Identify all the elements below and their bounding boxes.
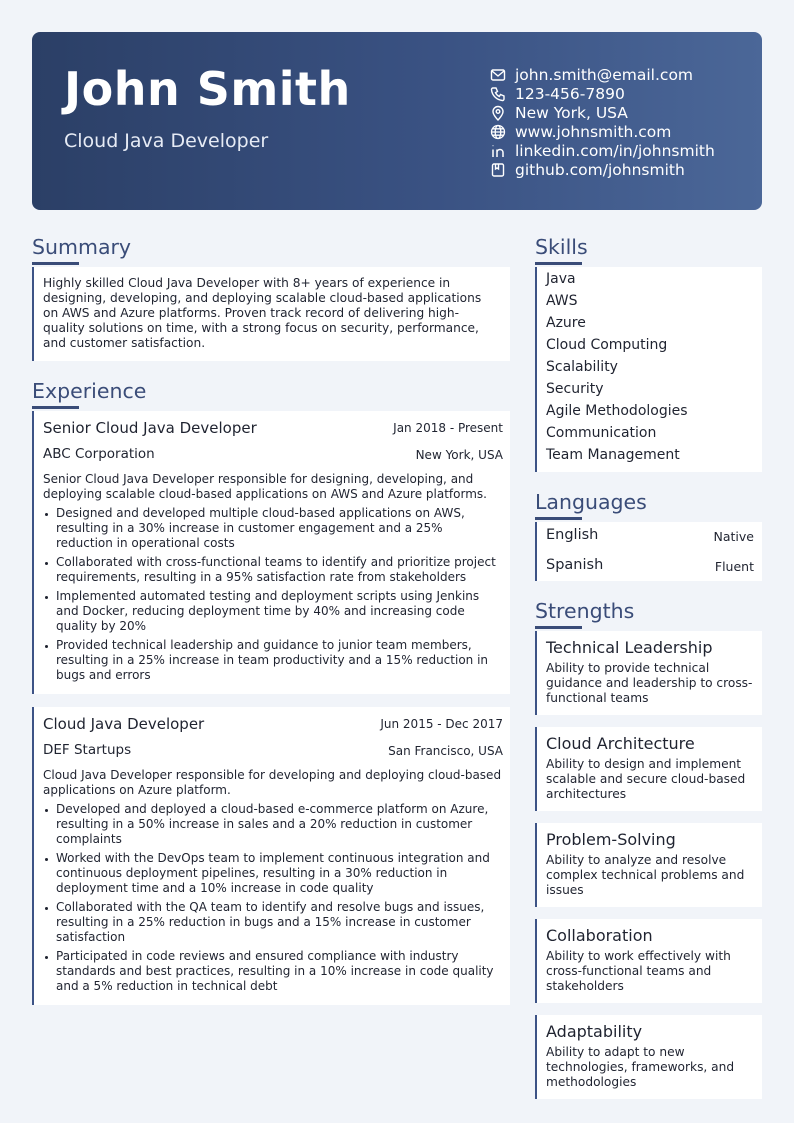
contact-website[interactable]: [490, 122, 715, 141]
job-location: San Francisco, USA: [388, 744, 503, 758]
skill-item: Team Management: [546, 447, 680, 463]
achievement-item: Collaborated with the QA team to identify and resolve bugs and issues, resulting in a 25% reduction in bugs and a 15% increase in customer satisfaction: [43, 900, 502, 945]
strength-title: Problem-Solving: [546, 830, 676, 849]
strength-title: Technical Leadership: [546, 638, 713, 657]
contact-email[interactable]: [490, 65, 715, 84]
experience-card: [32, 411, 510, 694]
skills-card: [535, 267, 762, 472]
achievement-item: Implemented automated testing and deployment scripts using Jenkins and Docker, reducing deployment time by 40% and increasing code quality by 20%: [43, 589, 502, 634]
achievement-item: Designed and developed multiple cloud-based applications on AWS, resulting in a 30% increase in customer engagement and a 25% reduction in operational costs: [43, 506, 502, 551]
job-title: Senior Cloud Java Developer: [43, 419, 257, 437]
job-achievements: [43, 802, 502, 998]
skill-item: Java: [546, 271, 576, 287]
skill-item: Cloud Computing: [546, 337, 668, 353]
candidate-role: Cloud Java Developer: [64, 130, 269, 152]
summary-card: [32, 267, 510, 361]
skill-item: Communication: [546, 425, 657, 441]
languages-heading: Languages: [535, 490, 647, 514]
language-level: Fluent: [714, 559, 754, 574]
summary-text: Highly skilled Cloud Java Developer with 8+ years of experience in designing, developing, and deploying scalable cloud-based applications on AWS and Azure platforms. Proven track record of delivering high-quality solutions on time, with a strong focus on security, performance, and customer satisfaction.: [43, 276, 482, 350]
job-company: DEF Startups: [43, 742, 132, 758]
location-icon: [490, 105, 506, 121]
strength-title: Cloud Architecture: [546, 734, 695, 753]
strengths-heading: Strengths: [535, 599, 635, 623]
achievement-item: Provided technical leadership and guidance to junior team members, resulting in a 25% increase in team productivity and a 15% reduction in bugs and errors: [43, 638, 502, 683]
summary-heading: Summary: [32, 235, 132, 259]
job-description: Cloud Java Developer responsible for developing and deploying cloud-based applications on Azure platform.: [43, 768, 502, 797]
contact-website-text: www.johnsmith.com: [515, 122, 672, 141]
languages-card: [535, 522, 762, 581]
skill-item: AWS: [546, 293, 578, 309]
contact-phone[interactable]: [490, 84, 715, 103]
skill-item: Scalability: [546, 359, 618, 375]
achievement-item: Participated in code reviews and ensured compliance with industry standards and best practices, resulting in a 10% increase in code quality and a 5% reduction in technical debt: [43, 949, 502, 994]
contact-linkedin[interactable]: [490, 141, 715, 160]
contact-linkedin-text: linkedin.com/in/johnsmith: [515, 141, 715, 160]
contact-location-text: New York, USA: [515, 103, 628, 122]
resume-header: [32, 32, 762, 210]
job-company: ABC Corporation: [43, 446, 155, 462]
strength-card: [535, 919, 762, 1003]
skills-heading: Skills: [535, 235, 588, 259]
achievement-item: Worked with the DevOps team to implement continuous integration and continuous deployment pipelines, resulting in a 30% reduction in deployment time and a 10% increase in code quality: [43, 851, 502, 896]
job-achievements: [43, 506, 502, 687]
job-title: Cloud Java Developer: [43, 715, 205, 733]
job-description: Senior Cloud Java Developer responsible for designing, developing, and deploying scalable cloud-based applications on AWS and Azure platforms.: [43, 472, 487, 501]
mail-icon: [490, 67, 506, 83]
strength-description: Ability to adapt to new technologies, frameworks, and methodologies: [546, 1045, 735, 1089]
experience-card: [32, 707, 510, 1005]
job-location: New York, USA: [415, 448, 503, 462]
contact-list: [490, 65, 715, 179]
globe-icon: [490, 124, 506, 140]
strength-title: Adaptability: [546, 1022, 643, 1041]
contact-email-text: john.smith@email.com: [515, 65, 694, 84]
skill-item: Security: [546, 381, 604, 397]
language-level: Native: [713, 529, 754, 544]
contact-phone-text: 123-456-7890: [515, 84, 625, 103]
job-dates: Jan 2018 - Present: [393, 421, 503, 435]
experience-heading: Experience: [32, 379, 147, 403]
github-icon: [490, 162, 506, 178]
strength-description: Ability to provide technical guidance and leadership to cross-functional teams: [546, 661, 753, 705]
contact-github[interactable]: [490, 160, 715, 179]
contact-github-text: github.com/johnsmith: [515, 160, 685, 179]
strength-description: Ability to work effectively with cross-functional teams and stakeholders: [546, 949, 731, 993]
achievement-item: Collaborated with cross-functional teams to identify and prioritize project requirements, resulting in a 95% satisfaction rate from stakeholders: [43, 555, 502, 585]
strength-card: [535, 1015, 762, 1099]
linkedin-icon: [490, 143, 506, 159]
strength-description: Ability to design and implement scalable and secure cloud-based architectures: [546, 757, 746, 801]
strength-card: [535, 823, 762, 907]
strength-title: Collaboration: [546, 926, 653, 945]
strength-card: [535, 727, 762, 811]
skill-item: Agile Methodologies: [546, 403, 688, 419]
strength-card: [535, 631, 762, 715]
strength-description: Ability to analyze and resolve complex technical problems and issues: [546, 853, 745, 897]
language-name: Spanish: [546, 557, 604, 573]
skill-item: Azure: [546, 315, 586, 331]
achievement-item: Developed and deployed a cloud-based e-commerce platform on Azure, resulting in a 50% increase in sales and a 20% reduction in customer complaints: [43, 802, 502, 847]
phone-icon: [490, 86, 506, 102]
job-dates: Jun 2015 - Dec 2017: [380, 717, 503, 731]
language-name: English: [546, 527, 599, 543]
candidate-name: John Smith: [64, 62, 351, 116]
contact-location: [490, 103, 715, 122]
